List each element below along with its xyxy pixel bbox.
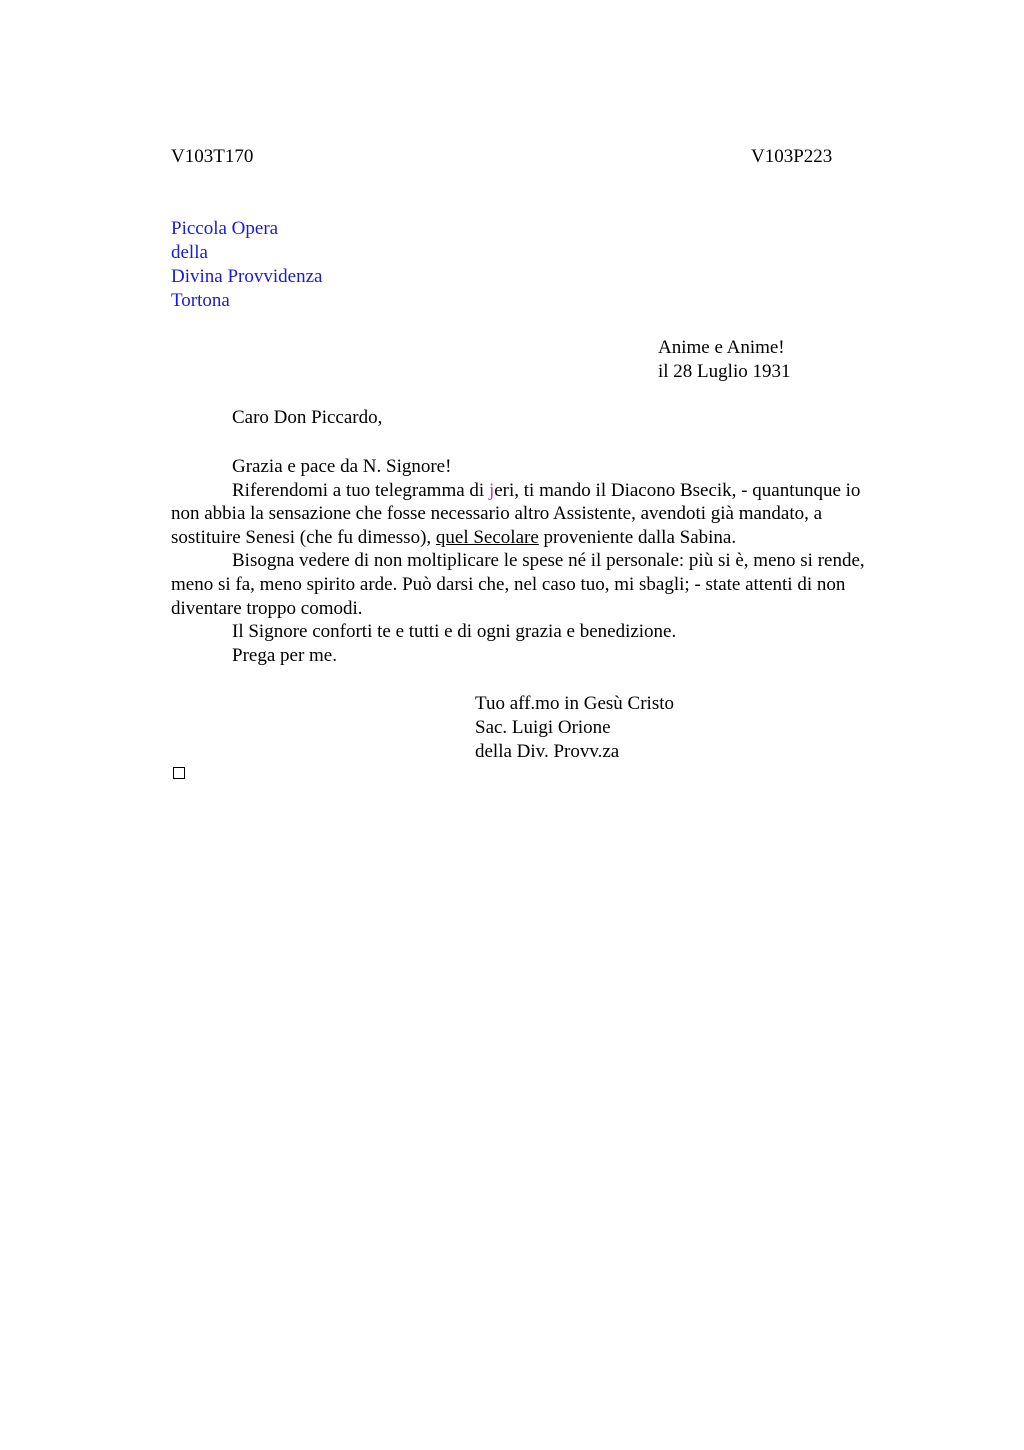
letter-body — [171, 455, 931, 667]
dateline-date: il 28 Luglio 1931 — [658, 361, 791, 382]
dateline — [658, 336, 790, 384]
paragraph: Il Signore conforti te e tutti e di ogni grazia e benedizione. — [232, 621, 677, 643]
letterhead-line: Tortona — [171, 290, 230, 311]
letterhead — [171, 217, 322, 313]
end-of-document-box-icon — [173, 767, 185, 779]
paragraph-line — [171, 479, 931, 503]
paragraph-line: Bisogna vedere di non moltiplicare le spese né il personale: più si è, meno si rende, — [232, 550, 865, 572]
paragraph: Prega per me. — [232, 644, 337, 666]
paragraph-line: diventare troppo comodi. — [171, 597, 363, 619]
salutation: Caro Don Piccardo, — [232, 407, 383, 428]
highlighted-letter: j — [488, 479, 495, 501]
signature-title: della Div. Provv.za — [475, 741, 620, 762]
letterhead-line: della — [171, 242, 208, 263]
paragraph-line — [171, 526, 931, 550]
paragraph-line: non abbia la sensazione che fosse necessario altro Assistente, avendoti già mandato, a — [171, 503, 823, 525]
dateline-motto: Anime e Anime! — [658, 337, 785, 358]
paragraph-line: meno si fa, meno spirito arde. Può darsi che, nel caso tuo, mi sbagli; - state attenti di non — [171, 573, 846, 595]
letterhead-line: Divina Provvidenza — [171, 266, 323, 287]
paragraph: Grazia e pace da N. Signore! — [232, 456, 452, 477]
signature-block — [475, 692, 674, 764]
text-run: eri, ti mando il Diacono Bsecik, - quantunque io — [494, 479, 861, 501]
header-code-right: V103P223 — [751, 146, 833, 167]
signature-closing: Tuo aff.mo in Gesù Cristo — [475, 693, 674, 714]
signature-name: Sac. Luigi Orione — [475, 717, 611, 738]
text-run: proveniente dalla Sabina. — [538, 526, 737, 548]
letterhead-line: Piccola Opera — [171, 218, 279, 239]
text-run: Riferendomi a tuo telegramma di — [232, 479, 489, 501]
underlined-text: quel Secolare — [435, 526, 539, 548]
text-run: sostituire Senesi (che fu dimesso), — [171, 526, 436, 548]
header-code-left: V103T170 — [171, 146, 254, 167]
